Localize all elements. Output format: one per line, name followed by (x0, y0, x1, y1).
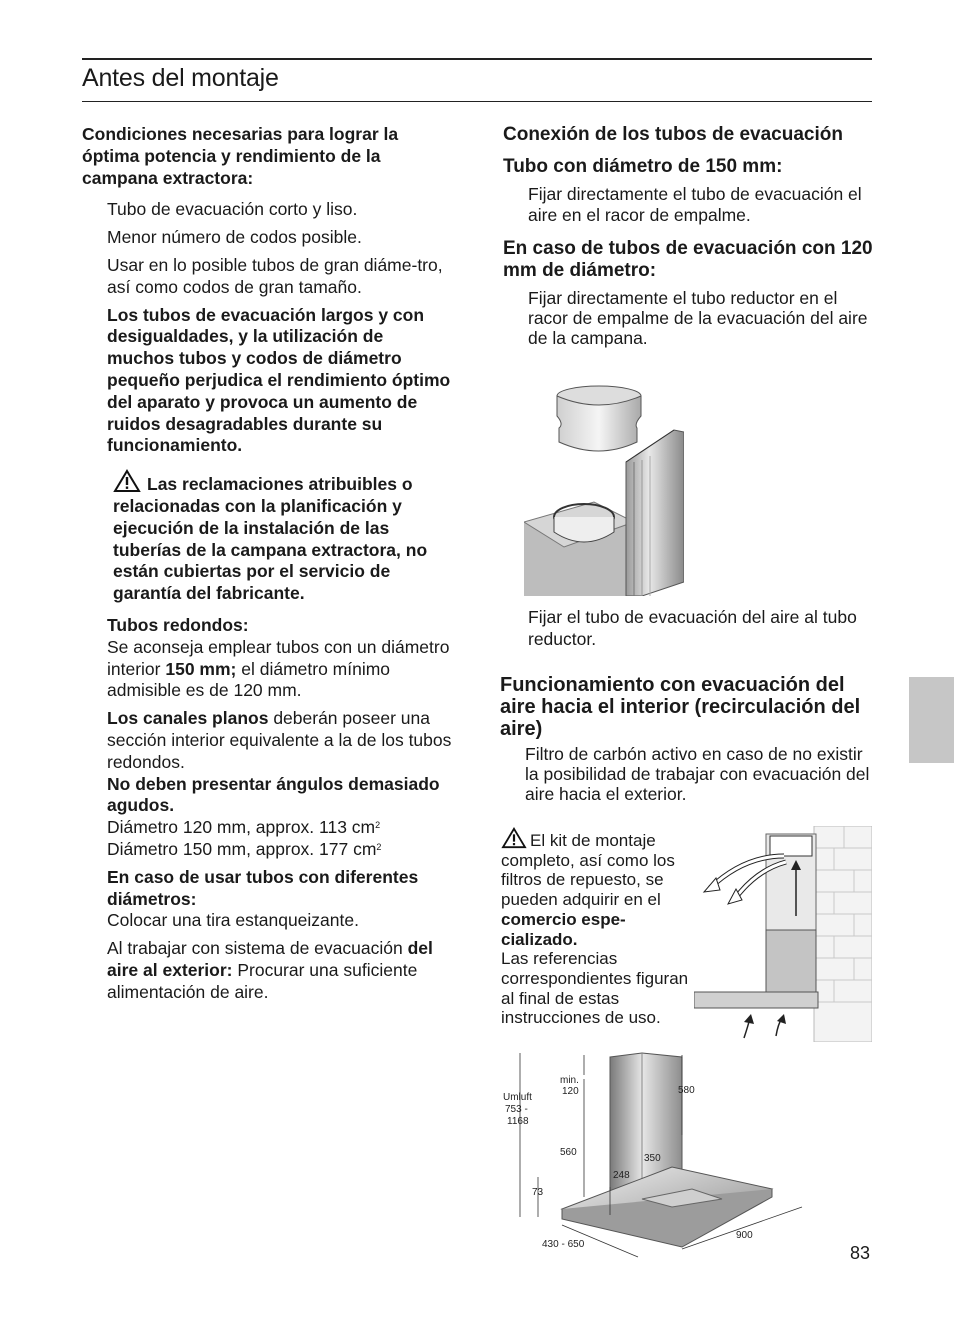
bold-warning: Los tubos de evacuación largos y con desigualdades, y la utilización de muchos tubos y codos de diámetro pequeño perjudica el rendimiento óptimo del aparato y provoca un aumento de ruidos desagradables durante su funcionamiento. (107, 304, 451, 456)
d120-heading: En caso de tubos de evacuación con 120 mm de diámetro: (503, 238, 873, 281)
recirculation-text: Filtro de carbón activo en caso de no existir la posibilidad de trabajar con evacuación del aire hacia el exterior. (525, 744, 870, 804)
page-title: Antes del montaje (82, 64, 279, 92)
dim-73: 73 (532, 1187, 544, 1198)
dim-min: min. (560, 1075, 579, 1086)
claims-warning-text: Las reclamaciones atribuibles o relacionadas con la planificación y ejecución de la instalación de las tuberías de la campana extractora, no están cubiertas por el servicio de garantía del fabricante. (113, 474, 428, 604)
warning-icon (501, 827, 527, 849)
dim-560: 560 (560, 1147, 577, 1158)
recirculation-heading: Funcionamiento con evacuación del aire hacia el interior (recirculación del aire) (500, 674, 861, 740)
dim-350: 350 (644, 1153, 661, 1164)
round-bold: 150 mm; (165, 658, 237, 679)
condition-item: Menor número de codos posible. (107, 227, 362, 248)
page-number: 83 (850, 1243, 871, 1263)
kit-text-1: El kit de montaje completo, así como los filtros de repuesto, se pueden adquirir en el (501, 831, 675, 910)
exhaust-text (107, 938, 452, 1003)
d120-text: Fijar directamente el tubo reductor en el racor de empalme de la evacuación del aire de la campana. (528, 288, 868, 348)
left-column (82, 124, 452, 1003)
dim-umluft: Umluft (503, 1092, 532, 1103)
reducer-tube-figure (524, 382, 684, 596)
round-tubes-text (107, 637, 452, 702)
sup-2: 2 (375, 820, 381, 831)
section-tab (909, 677, 954, 763)
dim-248: 248 (613, 1170, 630, 1181)
sup-2: 2 (376, 841, 382, 852)
d150-heading: Tubo con diámetro de 150 mm: (503, 156, 783, 177)
right-column (503, 124, 875, 348)
d150-text: Fijar directamente el tubo de evacuación el aire en el racor de empalme. (528, 184, 862, 225)
kit-bold: comercio espe-cializado. (501, 909, 626, 949)
exhaust-bold: del aire al exterior: (107, 938, 433, 980)
round-text-2: el diámetro mínimo admisible es de 120 mm. (107, 658, 391, 701)
connection-heading: Conexión de los tubos de evacuación (503, 124, 843, 145)
dim-900: 900 (736, 1230, 753, 1241)
diameter-150 (107, 839, 452, 861)
different-diameters-heading: En caso de usar tubos con diferentes diámetros: (107, 866, 419, 909)
title-rule (82, 101, 872, 102)
condition-item: Usar en lo posible tubos de gran diáme-tro, así como codos de gran tamaño. (107, 254, 443, 297)
dim-umluft-range: 753 - (505, 1104, 528, 1115)
dia120-text: Diámetro 120 mm, approx. 113 cm (107, 817, 376, 838)
flat-channels-text (107, 708, 452, 773)
round-text-1: Se aconseja emplear tubos con un diámetro interior (107, 636, 450, 679)
exhaust-text-1: Al trabajar con sistema de evacuación (107, 938, 408, 959)
dim-580: 580 (678, 1085, 695, 1096)
angles-warning: No deben presentar ángulos demasiado agudos. (107, 773, 440, 816)
flat-text: deberán poseer una sección interior equivalente a la de los tubos redondos. (107, 708, 452, 772)
dim-430-650: 430 - 650 (542, 1239, 585, 1250)
dim-umluft-max: 1168 (507, 1116, 529, 1127)
exhaust-text-2: Procurar una suficiente alimentación de aire. (107, 959, 418, 1002)
kit-info (501, 827, 693, 1028)
warning-icon (113, 469, 141, 493)
kit-text-2: Las referencias correspondientes figuran al final de estas instrucciones de uso. (501, 949, 689, 1028)
dia150-text: Diámetro 150 mm, approx. 177 cm (107, 838, 377, 859)
conditions-heading: Condiciones necesarias para lograr la óptima potencia y rendimiento de la campana extractora: (82, 124, 399, 188)
round-tubes-heading: Tubos redondos: (107, 614, 249, 635)
claims-warning (113, 469, 452, 605)
condition-item: Tubo de evacuación corto y liso. (107, 199, 358, 220)
dim-min-val: 120 (562, 1086, 579, 1097)
flat-bold: Los canales planos (107, 708, 269, 729)
top-rule (82, 58, 872, 60)
figure1-caption: Fijar el tubo de evacuación del aire al tubo reductor. (528, 607, 857, 649)
different-diameters-text: Colocar una tira estanqueizante. (107, 910, 359, 931)
diameter-120 (107, 817, 452, 839)
dimensions-figure (502, 1047, 814, 1271)
recirculation-airflow-figure (694, 826, 872, 1042)
